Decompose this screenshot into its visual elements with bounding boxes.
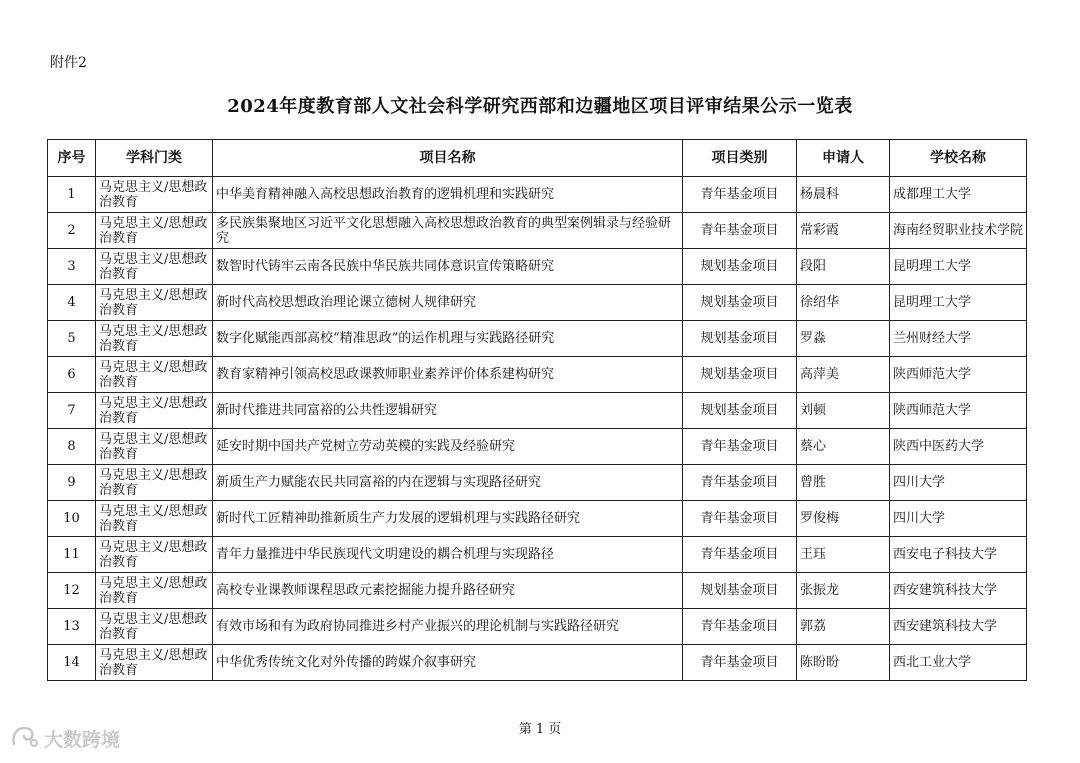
table-row [48, 285, 1027, 321]
row-project-name: 新时代工匠精神助推新质生产力发展的逻辑机理与实践路径研究 [213, 501, 683, 537]
table-row [48, 537, 1027, 573]
column-header-no: 序号 [48, 140, 96, 177]
row-applicant: 王珏 [797, 537, 890, 573]
row-school: 四川大学 [890, 501, 1027, 537]
table-row [48, 429, 1027, 465]
table-row [48, 573, 1027, 609]
row-discipline: 马克思主义/思想政治教育 [96, 321, 213, 357]
table-row [48, 321, 1027, 357]
row-project-type: 青年基金项目 [683, 501, 797, 537]
table-row [48, 609, 1027, 645]
row-project-name: 青年力量推进中华民族现代文明建设的耦合机理与实现路径 [213, 537, 683, 573]
row-number: 1 [48, 177, 96, 213]
column-header-school: 学校名称 [890, 140, 1027, 177]
row-project-name: 中华优秀传统文化对外传播的跨媒介叙事研究 [213, 645, 683, 681]
row-applicant: 杨晨科 [797, 177, 890, 213]
row-applicant: 高萍美 [797, 357, 890, 393]
row-project-type: 规划基金项目 [683, 573, 797, 609]
row-discipline: 马克思主义/思想政治教育 [96, 465, 213, 501]
row-discipline: 马克思主义/思想政治教育 [96, 645, 213, 681]
row-school: 陕西师范大学 [890, 393, 1027, 429]
row-applicant: 徐绍华 [797, 285, 890, 321]
results-table [47, 139, 1027, 681]
row-project-name: 数字化赋能西部高校“精准思政”的运作机理与实践路径研究 [213, 321, 683, 357]
row-school: 成都理工大学 [890, 177, 1027, 213]
row-project-name: 多民族集聚地区习近平文化思想融入高校思想政治教育的典型案例辑录与经验研究 [213, 213, 683, 249]
row-school: 西安电子科技大学 [890, 537, 1027, 573]
row-discipline: 马克思主义/思想政治教育 [96, 213, 213, 249]
watermark-text: 大数跨境 [44, 729, 121, 751]
row-project-name: 教育家精神引领高校思政课教师职业素养评价体系建构研究 [213, 357, 683, 393]
table-row [48, 177, 1027, 213]
page-title: 2024年度教育部人文社会科学研究西部和边疆地区项目评审结果公示一览表 [227, 96, 853, 117]
row-school: 兰州财经大学 [890, 321, 1027, 357]
brand-logo-icon [10, 724, 44, 753]
row-number: 8 [48, 429, 96, 465]
row-project-name: 数智时代铸牢云南各民族中华民族共同体意识宣传策略研究 [213, 249, 683, 285]
table-row [48, 645, 1027, 681]
row-discipline: 马克思主义/思想政治教育 [96, 249, 213, 285]
row-project-type: 青年基金项目 [683, 537, 797, 573]
row-project-name: 新质生产力赋能农民共同富裕的内在逻辑与实现路径研究 [213, 465, 683, 501]
row-project-type: 规划基金项目 [683, 321, 797, 357]
row-number: 9 [48, 465, 96, 501]
row-project-type: 青年基金项目 [683, 177, 797, 213]
row-school: 昆明理工大学 [890, 249, 1027, 285]
row-school: 西北工业大学 [890, 645, 1027, 681]
row-project-name: 延安时期中国共产党树立劳动英模的实践及经验研究 [213, 429, 683, 465]
row-discipline: 马克思主义/思想政治教育 [96, 537, 213, 573]
table-header-row [48, 140, 1027, 177]
row-number: 4 [48, 285, 96, 321]
row-number: 2 [48, 213, 96, 249]
row-project-type: 规划基金项目 [683, 249, 797, 285]
watermark [10, 724, 120, 753]
row-number: 13 [48, 609, 96, 645]
page-number: 第 1 页 [518, 722, 562, 737]
row-number: 3 [48, 249, 96, 285]
row-applicant: 郭荔 [797, 609, 890, 645]
row-applicant: 罗淼 [797, 321, 890, 357]
row-discipline: 马克思主义/思想政治教育 [96, 429, 213, 465]
row-applicant: 罗俊梅 [797, 501, 890, 537]
row-project-type: 青年基金项目 [683, 645, 797, 681]
row-school: 陕西师范大学 [890, 357, 1027, 393]
row-project-type: 规划基金项目 [683, 393, 797, 429]
row-project-type: 青年基金项目 [683, 429, 797, 465]
row-project-name: 新时代推进共同富裕的公共性逻辑研究 [213, 393, 683, 429]
row-applicant: 常彩霞 [797, 213, 890, 249]
row-project-type: 规划基金项目 [683, 357, 797, 393]
row-school: 海南经贸职业技术学院 [890, 213, 1027, 249]
row-discipline: 马克思主义/思想政治教育 [96, 285, 213, 321]
row-discipline: 马克思主义/思想政治教育 [96, 393, 213, 429]
row-school: 昆明理工大学 [890, 285, 1027, 321]
table-row [48, 501, 1027, 537]
row-applicant: 陈盼盼 [797, 645, 890, 681]
row-applicant: 段阳 [797, 249, 890, 285]
table-row [48, 249, 1027, 285]
row-discipline: 马克思主义/思想政治教育 [96, 573, 213, 609]
row-discipline: 马克思主义/思想政治教育 [96, 177, 213, 213]
row-project-name: 高校专业课教师课程思政元素挖掘能力提升路径研究 [213, 573, 683, 609]
row-number: 6 [48, 357, 96, 393]
row-number: 11 [48, 537, 96, 573]
row-applicant: 张振龙 [797, 573, 890, 609]
row-applicant: 蔡心 [797, 429, 890, 465]
row-number: 14 [48, 645, 96, 681]
table-row [48, 465, 1027, 501]
row-project-name: 新时代高校思想政治理论课立德树人规律研究 [213, 285, 683, 321]
row-discipline: 马克思主义/思想政治教育 [96, 501, 213, 537]
row-school: 西安建筑科技大学 [890, 573, 1027, 609]
row-project-type: 规划基金项目 [683, 285, 797, 321]
row-school: 陕西中医药大学 [890, 429, 1027, 465]
column-header-discipline: 学科门类 [96, 140, 213, 177]
row-school: 西安建筑科技大学 [890, 609, 1027, 645]
attachment-label: 附件2 [50, 55, 87, 71]
column-header-project: 项目名称 [213, 140, 683, 177]
row-project-name: 中华美育精神融入高校思想政治教育的逻辑机理和实践研究 [213, 177, 683, 213]
table-row [48, 393, 1027, 429]
row-project-type: 青年基金项目 [683, 213, 797, 249]
row-applicant: 刘顿 [797, 393, 890, 429]
row-number: 5 [48, 321, 96, 357]
row-discipline: 马克思主义/思想政治教育 [96, 609, 213, 645]
row-school: 四川大学 [890, 465, 1027, 501]
table-row [48, 357, 1027, 393]
row-project-type: 青年基金项目 [683, 609, 797, 645]
table-row [48, 213, 1027, 249]
row-discipline: 马克思主义/思想政治教育 [96, 357, 213, 393]
column-header-applicant: 申请人 [797, 140, 890, 177]
row-project-name: 有效市场和有为政府协同推进乡村产业振兴的理论机制与实践路径研究 [213, 609, 683, 645]
column-header-type: 项目类别 [683, 140, 797, 177]
row-number: 10 [48, 501, 96, 537]
row-project-type: 青年基金项目 [683, 465, 797, 501]
row-number: 12 [48, 573, 96, 609]
row-number: 7 [48, 393, 96, 429]
row-applicant: 曾胜 [797, 465, 890, 501]
